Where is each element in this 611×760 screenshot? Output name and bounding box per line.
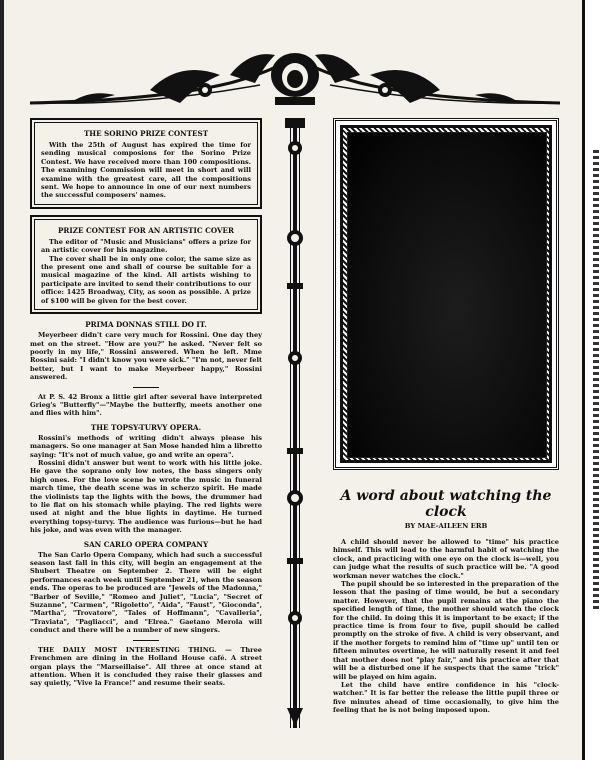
article-byline: BY MAE-AILEEN ERB	[404, 522, 488, 530]
daily-body: — Three Frenchmen are dining in the Holland House café. A street organ plays the "Marseillaise". All three at once stand at attention. When it is concluded they raise their glasses and say quietly, "Vive la France!" and resume their seats.	[30, 645, 263, 688]
divider	[133, 640, 159, 641]
article-p1: A child should never be allowed to "time" his practice himself. This will lead to the harmful habit of watching the clock, and practicing with one eye on the clock is—well, you can judge what the results of such practice will be. "A good workman never watches the clock."	[333, 538, 559, 580]
dark-photograph	[347, 132, 547, 458]
article-p2: The pupil should be so interested in the preparation of the lesson that the pasing of time would, be but a secondary matter. However, that the pupil remains at the piano the specified length of time, the mother should watch the clock for the child. In doing this it is important to be exact; if the practice time is from four to five, pupil should be called promptly on the stroke of five. A child is very observant, and if the mother forgets to remind him of "time up" until ten or fifteen minutes overtime, he will naturally resent it and feel that mother does not "play fair," and his practice after that will be a disturbed one if he suspects that the same "trick" will be played on him again.	[333, 580, 559, 681]
ps42-body: At P. S. 42 Bronx a little girl after several have interpreted Grieg's "Butterfly"—"Maybe the butterfly, meets another one and flies with him".	[30, 392, 262, 418]
prima-body: Meyerbeer didn't care very much for Rossini. One day they met on the street. "How are you?" he asked. "Never felt so poorly in my life," Rossini answered. When he left. Mme Rossini said: "I didn't know you were sick." "I'm not, never felt better, but I want to make Meyerbeer happy," Rossini answered.	[30, 331, 262, 382]
cover-title: PRIZE CONTEST FOR AN ARTISTIC COVER	[57, 225, 235, 235]
photo-frame	[333, 118, 559, 470]
article-title: A word about watching the clock	[340, 488, 552, 520]
ornamental-column	[283, 118, 307, 728]
binding-edge	[0, 0, 4, 760]
ornamental-header	[30, 45, 560, 115]
topsy-p1: Rossini's methods of writing didn't always please his managers. So one manager at San Mose handed him a libretto saying: "It's not of much value, go and write an opera".	[30, 433, 262, 459]
sancarlo-title: SAN CARLO OPERA COMPANY	[83, 539, 209, 549]
adjacent-page-edge	[582, 0, 611, 760]
article-p3: Let the child have entire confidence in his "clock-watcher." It is far better the release the little pupil three or five minutes ahead of time occasionally, to give him the feeling that he is not being imposed upon.	[333, 680, 559, 715]
daily-lead: THE DAILY MOST INTERESTING THING.	[38, 645, 217, 654]
sancarlo-body: The San Carlo Opera Company, which had such a successful season last fall in this city, will begin an engagement at the Shubert Theatre on September 2. There will be eight performances each week until September 21, when the season ends. The operas to be produced are "Jewels of the Madonna," "Barber of Seville," "Romeo and Juliet", "Lucia", "Secret of Suzanne", "Carmen", "Rigoletto", "Aida", "Faust", "Gioconda", "Martha", "Trovatore", "Tales of Hoffmann", "Cavalleria", "Traviata", "Pagliacci", and "Elrea." Gaetano Merola will conduct and there will be a number of new singers.	[30, 550, 262, 635]
cover-p1: The editor of "Music and Musicians" offers a prize for an artistic cover for his magazine.	[41, 237, 251, 255]
sorino-title: THE SORINO PRIZE CONTEST	[83, 129, 209, 138]
sorino-box	[30, 118, 262, 209]
cover-box	[30, 215, 262, 314]
sorino-body: With the 25th of August has expired the time for sending musical composions for the Sorino Prize Contest. We have received more than 100 compositions. The examining Commission will meet in short and will examine with the greatest care, all the compositions sent. We hope to announce in one of our next numbers the successful composers' names.	[41, 141, 251, 200]
topsy-p2: Rossini didn't answer but went to work with his little joke. He gave the soprano only low notes, the bass singers only high ones. For the love scene he wrote the music in funeral march time, the death scene was in scherzo spirit. He made the violinists tap the lights with the bows, the drummer had to lie flat on his stomach while playing. The red lights were used at night and the blue lights in daytime. He turned everything topsy-turvy. The audience was furious—but he had his joke, and was even with the manager.	[30, 458, 262, 535]
prima-title: PRIMA DONNAS STILL DO IT.	[85, 320, 207, 330]
daily-paragraph	[30, 646, 262, 688]
cover-p2: The cover shall be in only one color, the same size as the present one and shall of course be suitable for a musical magazine of the kind. All artists wishing to participate are invited to send their contributions to our office: 1425 Broadway, City, as soon as possible. A prize of $100 will be given for the best cover.	[41, 254, 251, 305]
divider	[133, 387, 159, 388]
topsy-title: THE TOPSY-TURVY OPERA.	[90, 422, 202, 432]
